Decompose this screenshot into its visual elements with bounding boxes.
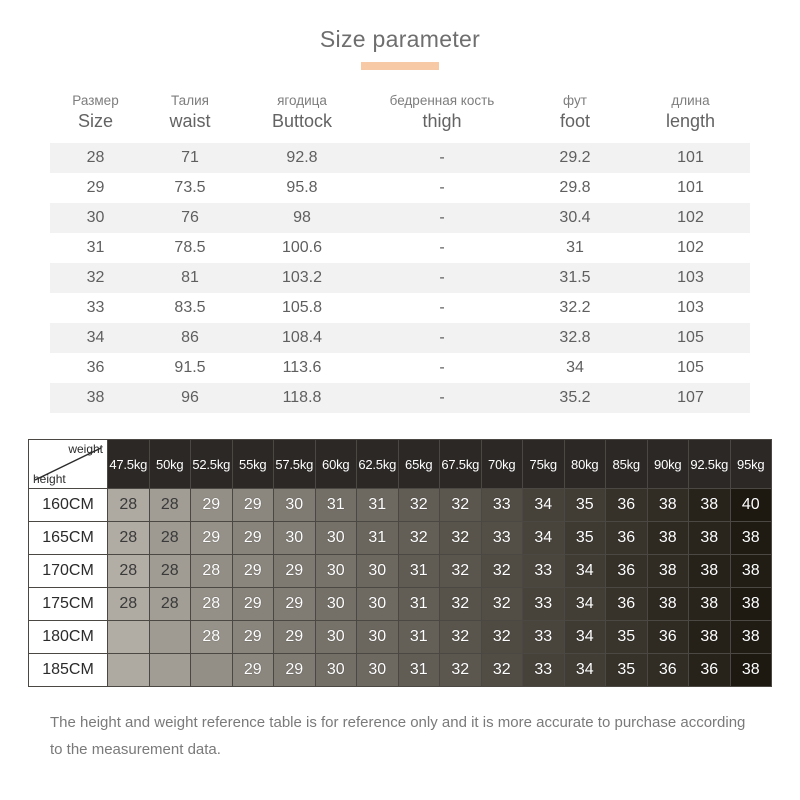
column-header-en: Size bbox=[77, 111, 113, 131]
size-recommendation-cell: 35 bbox=[564, 522, 606, 555]
size-cell: 105.8 bbox=[281, 299, 323, 316]
matrix-row bbox=[29, 621, 772, 654]
size-cell: - bbox=[439, 239, 445, 256]
weight-column-header: 47.5kg bbox=[108, 440, 150, 489]
size-recommendation-cell: 30 bbox=[357, 621, 399, 654]
size-cell: 102 bbox=[677, 239, 704, 256]
size-recommendation-cell: 32 bbox=[481, 588, 523, 621]
size-recommendation-cell: 31 bbox=[357, 522, 399, 555]
size-recommendation-cell: 36 bbox=[647, 621, 689, 654]
size-recommendation-cell: 38 bbox=[730, 555, 772, 588]
page-title: Size parameter bbox=[319, 26, 481, 52]
weight-column-header: 92.5kg bbox=[689, 440, 731, 489]
size-recommendation-cell: 36 bbox=[647, 654, 689, 687]
size-cell: - bbox=[439, 269, 445, 286]
size-recommendation-cell: 28 bbox=[108, 522, 150, 555]
size-recommendation-cell: 30 bbox=[274, 522, 316, 555]
size-table-header bbox=[50, 92, 750, 143]
size-recommendation-cell: 34 bbox=[564, 621, 606, 654]
size-recommendation-cell: 38 bbox=[689, 522, 731, 555]
size-cell: 113.6 bbox=[282, 359, 322, 376]
size-cell: 30 bbox=[86, 209, 105, 226]
size-recommendation-cell: 32 bbox=[440, 489, 482, 522]
size-recommendation-cell bbox=[191, 654, 233, 687]
size-recommendation-cell: 31 bbox=[398, 588, 440, 621]
table-row bbox=[50, 233, 750, 263]
height-weight-matrix bbox=[28, 439, 772, 687]
size-column-header bbox=[519, 92, 631, 143]
size-cell: 102 bbox=[677, 209, 704, 226]
size-recommendation-cell: 31 bbox=[357, 489, 399, 522]
matrix-row bbox=[29, 588, 772, 621]
size-cell: 83.5 bbox=[174, 299, 206, 316]
size-recommendation-cell: 38 bbox=[689, 555, 731, 588]
size-column-header bbox=[631, 92, 750, 143]
matrix-corner-cell bbox=[29, 440, 108, 489]
weight-column-header: 70kg bbox=[481, 440, 523, 489]
size-recommendation-cell: 40 bbox=[730, 489, 772, 522]
size-recommendation-cell: 29 bbox=[274, 654, 316, 687]
weight-column-header: 62.5kg bbox=[357, 440, 399, 489]
size-recommendation-cell bbox=[149, 621, 191, 654]
size-cell: 78.5 bbox=[174, 239, 206, 256]
height-row-header: 175CM bbox=[29, 588, 108, 621]
size-recommendation-cell: 33 bbox=[481, 522, 523, 555]
size-cell: 103 bbox=[677, 269, 704, 286]
size-cell: - bbox=[439, 209, 445, 226]
weight-column-header: 95kg bbox=[730, 440, 772, 489]
size-recommendation-cell: 32 bbox=[398, 489, 440, 522]
size-cell: 36 bbox=[86, 359, 105, 376]
size-cell: 32.2 bbox=[559, 299, 591, 316]
size-cell: 108.4 bbox=[281, 329, 323, 346]
size-recommendation-cell: 32 bbox=[440, 555, 482, 588]
size-recommendation-cell: 28 bbox=[108, 555, 150, 588]
column-header-ru: фут bbox=[563, 93, 587, 108]
size-cell: 29.2 bbox=[559, 149, 591, 166]
size-recommendation-cell: 34 bbox=[564, 654, 606, 687]
size-recommendation-cell: 33 bbox=[523, 654, 565, 687]
table-row bbox=[50, 353, 750, 383]
weight-column-header: 85kg bbox=[606, 440, 648, 489]
size-cell: 33 bbox=[86, 299, 105, 316]
size-recommendation-cell: 28 bbox=[149, 522, 191, 555]
weight-column-header: 75kg bbox=[523, 440, 565, 489]
size-recommendation-cell: 34 bbox=[564, 588, 606, 621]
size-recommendation-cell: 28 bbox=[191, 588, 233, 621]
size-parameter-table bbox=[50, 92, 750, 413]
weight-column-header: 60kg bbox=[315, 440, 357, 489]
size-recommendation-cell: 28 bbox=[149, 489, 191, 522]
table-row bbox=[50, 293, 750, 323]
size-recommendation-cell: 36 bbox=[606, 489, 648, 522]
size-cell: 118.8 bbox=[282, 389, 322, 406]
size-recommendation-cell: 31 bbox=[398, 654, 440, 687]
size-cell: 100.6 bbox=[281, 239, 323, 256]
size-recommendation-cell: 35 bbox=[564, 489, 606, 522]
size-recommendation-cell: 28 bbox=[149, 555, 191, 588]
size-cell: 29 bbox=[86, 179, 105, 196]
size-recommendation-cell: 38 bbox=[730, 522, 772, 555]
matrix-header bbox=[29, 440, 772, 489]
page-header bbox=[0, 0, 800, 70]
size-recommendation-cell: 33 bbox=[523, 621, 565, 654]
size-cell: - bbox=[439, 299, 445, 316]
size-recommendation-cell: 31 bbox=[315, 489, 357, 522]
size-recommendation-cell: 30 bbox=[315, 555, 357, 588]
size-column-header bbox=[141, 92, 239, 143]
size-cell: 92.8 bbox=[286, 149, 318, 166]
table-row bbox=[50, 203, 750, 233]
size-cell: 107 bbox=[677, 389, 704, 406]
size-recommendation-cell: 38 bbox=[647, 588, 689, 621]
column-header-en: thigh bbox=[422, 111, 462, 131]
weight-column-header: 55kg bbox=[232, 440, 274, 489]
size-recommendation-cell: 28 bbox=[149, 588, 191, 621]
corner-height-label: height bbox=[33, 472, 66, 486]
size-recommendation-cell bbox=[108, 621, 150, 654]
size-cell: 35.2 bbox=[559, 389, 591, 406]
column-header-ru: длина bbox=[671, 93, 710, 108]
size-recommendation-cell: 34 bbox=[523, 522, 565, 555]
matrix-header-row bbox=[29, 440, 772, 489]
column-header-ru: ягодица bbox=[277, 93, 327, 108]
matrix-row bbox=[29, 522, 772, 555]
size-recommendation-cell: 38 bbox=[689, 621, 731, 654]
size-recommendation-cell: 35 bbox=[606, 621, 648, 654]
size-recommendation-cell: 32 bbox=[440, 654, 482, 687]
size-recommendation-cell: 29 bbox=[232, 489, 274, 522]
size-recommendation-cell: 36 bbox=[606, 588, 648, 621]
weight-column-header: 80kg bbox=[564, 440, 606, 489]
weight-column-header: 50kg bbox=[149, 440, 191, 489]
size-recommendation-cell: 30 bbox=[357, 555, 399, 588]
size-cell: 76 bbox=[181, 209, 199, 226]
table-row bbox=[50, 383, 750, 413]
size-recommendation-cell: 38 bbox=[689, 588, 731, 621]
size-recommendation-cell: 29 bbox=[274, 621, 316, 654]
size-recommendation-cell: 32 bbox=[481, 555, 523, 588]
size-recommendation-cell: 38 bbox=[647, 489, 689, 522]
size-column-header bbox=[50, 92, 141, 143]
size-recommendation-cell: 30 bbox=[315, 621, 357, 654]
size-cell: - bbox=[439, 359, 445, 376]
size-recommendation-cell: 38 bbox=[730, 654, 772, 687]
size-table-body bbox=[50, 143, 750, 413]
size-recommendation-cell: 30 bbox=[357, 654, 399, 687]
column-header-en: length bbox=[665, 111, 716, 131]
height-row-header: 160CM bbox=[29, 489, 108, 522]
size-recommendation-cell: 29 bbox=[191, 489, 233, 522]
size-recommendation-cell: 32 bbox=[481, 654, 523, 687]
size-recommendation-cell: 38 bbox=[730, 621, 772, 654]
size-recommendation-cell: 30 bbox=[315, 588, 357, 621]
weight-column-header: 90kg bbox=[647, 440, 689, 489]
table-row bbox=[50, 323, 750, 353]
size-column-header bbox=[239, 92, 365, 143]
size-recommendation-cell: 36 bbox=[689, 654, 731, 687]
size-recommendation-cell bbox=[149, 654, 191, 687]
size-cell: 71 bbox=[181, 149, 199, 166]
weight-column-header: 52.5kg bbox=[191, 440, 233, 489]
column-header-ru: бедренная кость bbox=[389, 93, 495, 108]
size-recommendation-cell: 38 bbox=[730, 588, 772, 621]
size-recommendation-cell: 29 bbox=[232, 621, 274, 654]
size-recommendation-cell: 29 bbox=[274, 555, 316, 588]
size-cell: 105 bbox=[677, 359, 704, 376]
size-recommendation-cell: 33 bbox=[523, 555, 565, 588]
size-cell: - bbox=[439, 149, 445, 166]
height-row-header: 165CM bbox=[29, 522, 108, 555]
size-cell: 34 bbox=[86, 329, 105, 346]
size-recommendation-cell: 36 bbox=[606, 555, 648, 588]
size-recommendation-cell: 30 bbox=[315, 654, 357, 687]
size-recommendation-cell: 28 bbox=[191, 555, 233, 588]
size-recommendation-cell: 30 bbox=[315, 522, 357, 555]
title-accent-bar bbox=[361, 62, 439, 70]
size-cell: 105 bbox=[677, 329, 704, 346]
table-row bbox=[50, 173, 750, 203]
size-cell: 31 bbox=[566, 239, 584, 256]
size-recommendation-cell: 34 bbox=[523, 489, 565, 522]
size-recommendation-cell: 29 bbox=[232, 654, 274, 687]
size-recommendation-cell: 38 bbox=[647, 522, 689, 555]
size-recommendation-cell: 30 bbox=[274, 489, 316, 522]
size-recommendation-cell: 32 bbox=[481, 621, 523, 654]
reference-note: The height and weight reference table is for reference only and it is more accurate to purchase according to the measurement data. bbox=[50, 714, 746, 758]
size-cell: 103.2 bbox=[281, 269, 323, 286]
matrix-body bbox=[29, 489, 772, 687]
size-recommendation-cell: 32 bbox=[440, 522, 482, 555]
size-recommendation-cell: 32 bbox=[440, 621, 482, 654]
table-row bbox=[50, 263, 750, 293]
size-recommendation-cell: 28 bbox=[108, 588, 150, 621]
size-column-header bbox=[365, 92, 519, 143]
size-recommendation-cell: 36 bbox=[606, 522, 648, 555]
size-recommendation-cell bbox=[108, 654, 150, 687]
table-row bbox=[50, 143, 750, 173]
size-cell: 103 bbox=[677, 299, 704, 316]
size-recommendation-cell: 35 bbox=[606, 654, 648, 687]
weight-column-header: 65kg bbox=[398, 440, 440, 489]
size-cell: 73.5 bbox=[174, 179, 206, 196]
size-cell: 34 bbox=[566, 359, 584, 376]
size-recommendation-cell: 32 bbox=[398, 522, 440, 555]
size-recommendation-cell: 38 bbox=[647, 555, 689, 588]
size-recommendation-cell: 29 bbox=[191, 522, 233, 555]
size-table-header-row bbox=[50, 92, 750, 143]
column-header-ru: Размер bbox=[72, 93, 119, 108]
size-cell: 38 bbox=[86, 389, 105, 406]
size-recommendation-cell: 32 bbox=[440, 588, 482, 621]
size-recommendation-cell: 30 bbox=[357, 588, 399, 621]
size-recommendation-cell: 29 bbox=[232, 555, 274, 588]
matrix-row bbox=[29, 489, 772, 522]
size-cell: 28 bbox=[86, 149, 105, 166]
size-cell: 101 bbox=[677, 179, 704, 196]
size-cell: 101 bbox=[677, 149, 704, 166]
height-row-header: 185CM bbox=[29, 654, 108, 687]
size-recommendation-cell: 33 bbox=[481, 489, 523, 522]
size-recommendation-cell: 33 bbox=[523, 588, 565, 621]
column-header-en: Buttock bbox=[271, 111, 333, 131]
column-header-ru: Талия bbox=[171, 93, 209, 108]
size-recommendation-cell: 29 bbox=[274, 588, 316, 621]
size-recommendation-cell: 34 bbox=[564, 555, 606, 588]
size-cell: 32 bbox=[86, 269, 105, 286]
height-row-header: 170CM bbox=[29, 555, 108, 588]
size-cell: 96 bbox=[181, 389, 199, 406]
size-cell: 31 bbox=[86, 239, 105, 256]
size-cell: 29.8 bbox=[559, 179, 591, 196]
size-cell: 30.4 bbox=[559, 209, 591, 226]
size-cell: 31.5 bbox=[559, 269, 591, 286]
height-row-header: 180CM bbox=[29, 621, 108, 654]
size-recommendation-cell: 38 bbox=[689, 489, 731, 522]
corner-weight-label: weight bbox=[68, 442, 103, 456]
size-cell: - bbox=[439, 329, 445, 346]
size-cell: 86 bbox=[181, 329, 199, 346]
matrix-row bbox=[29, 555, 772, 588]
size-recommendation-cell: 28 bbox=[191, 621, 233, 654]
size-cell: 32.8 bbox=[559, 329, 591, 346]
size-cell: 91.5 bbox=[174, 359, 206, 376]
size-recommendation-cell: 31 bbox=[398, 555, 440, 588]
size-cell: 95.8 bbox=[286, 179, 318, 196]
size-cell: - bbox=[439, 389, 445, 406]
matrix-table bbox=[28, 439, 772, 687]
size-cell: - bbox=[439, 179, 445, 196]
column-header-en: waist bbox=[169, 111, 211, 131]
size-recommendation-cell: 29 bbox=[232, 588, 274, 621]
weight-column-header: 67.5kg bbox=[440, 440, 482, 489]
size-recommendation-cell: 29 bbox=[232, 522, 274, 555]
matrix-row bbox=[29, 654, 772, 687]
column-header-en: foot bbox=[559, 111, 591, 131]
weight-column-header: 57.5kg bbox=[274, 440, 316, 489]
size-cell: 98 bbox=[293, 209, 311, 226]
size-recommendation-cell: 31 bbox=[398, 621, 440, 654]
size-recommendation-cell: 28 bbox=[108, 489, 150, 522]
size-cell: 81 bbox=[181, 269, 199, 286]
